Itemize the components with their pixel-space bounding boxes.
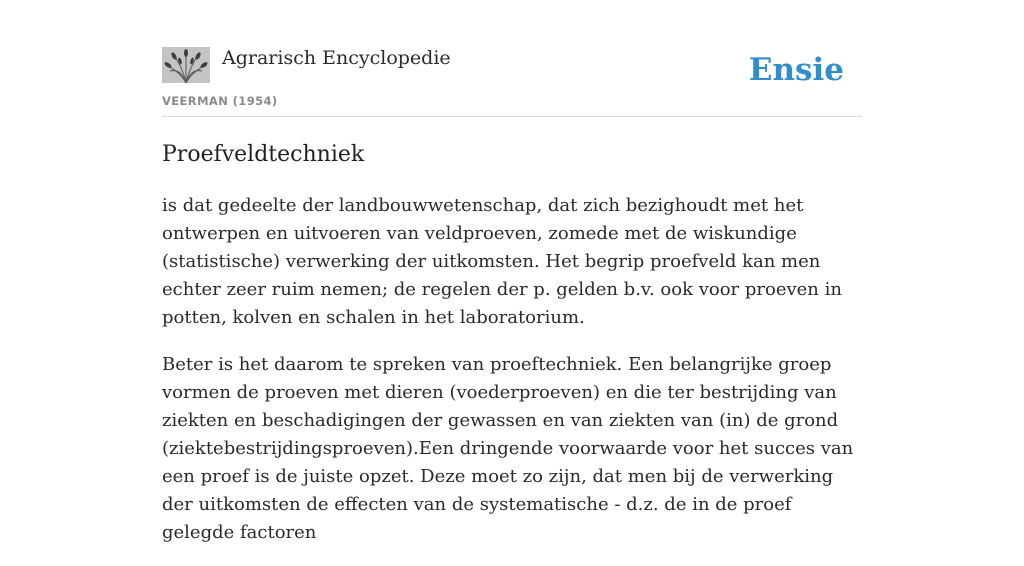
article-body xyxy=(162,192,867,566)
source-title[interactable]: Agrarisch Encyclopedie xyxy=(222,47,451,69)
brand-logo[interactable]: Ensie xyxy=(748,52,844,88)
article-title: Proefveldtechniek xyxy=(162,142,365,167)
paragraph: is dat gedeelte der landbouwwetenschap, dat zich bezighoudt met het ontwerpen en uitvoeren van veldproeven, zomede met de wiskundige (statistische) verwerking der uitkomsten. Het begrip proefveld kan men echter zeer ruim nemen; de regelen der p. gelden b.v. ook voor proeven in potten, kolven en schalen in het laboratorium. xyxy=(162,195,842,328)
source-header xyxy=(162,46,862,117)
paragraph: Beter is het daarom te spreken van proeftechniek. Een belangrijke groep vormen de proeven met dieren (voederproeven) en die ter bestrijding van ziekten en beschadigingen der gewassen en van ziekten van (in) de grond (ziektebestrijdingsproeven).Een dringende voorwaarde voor het succes van een proef is de juiste opzet. Deze moet zo zijn, dat men bij de verwerking der uitkomsten de effecten van de systematische - d.z. de in de proef gelegde factoren xyxy=(162,354,854,543)
wheat-engraving-icon[interactable] xyxy=(162,47,210,83)
source-subtitle: VEERMAN (1954) xyxy=(162,94,278,108)
